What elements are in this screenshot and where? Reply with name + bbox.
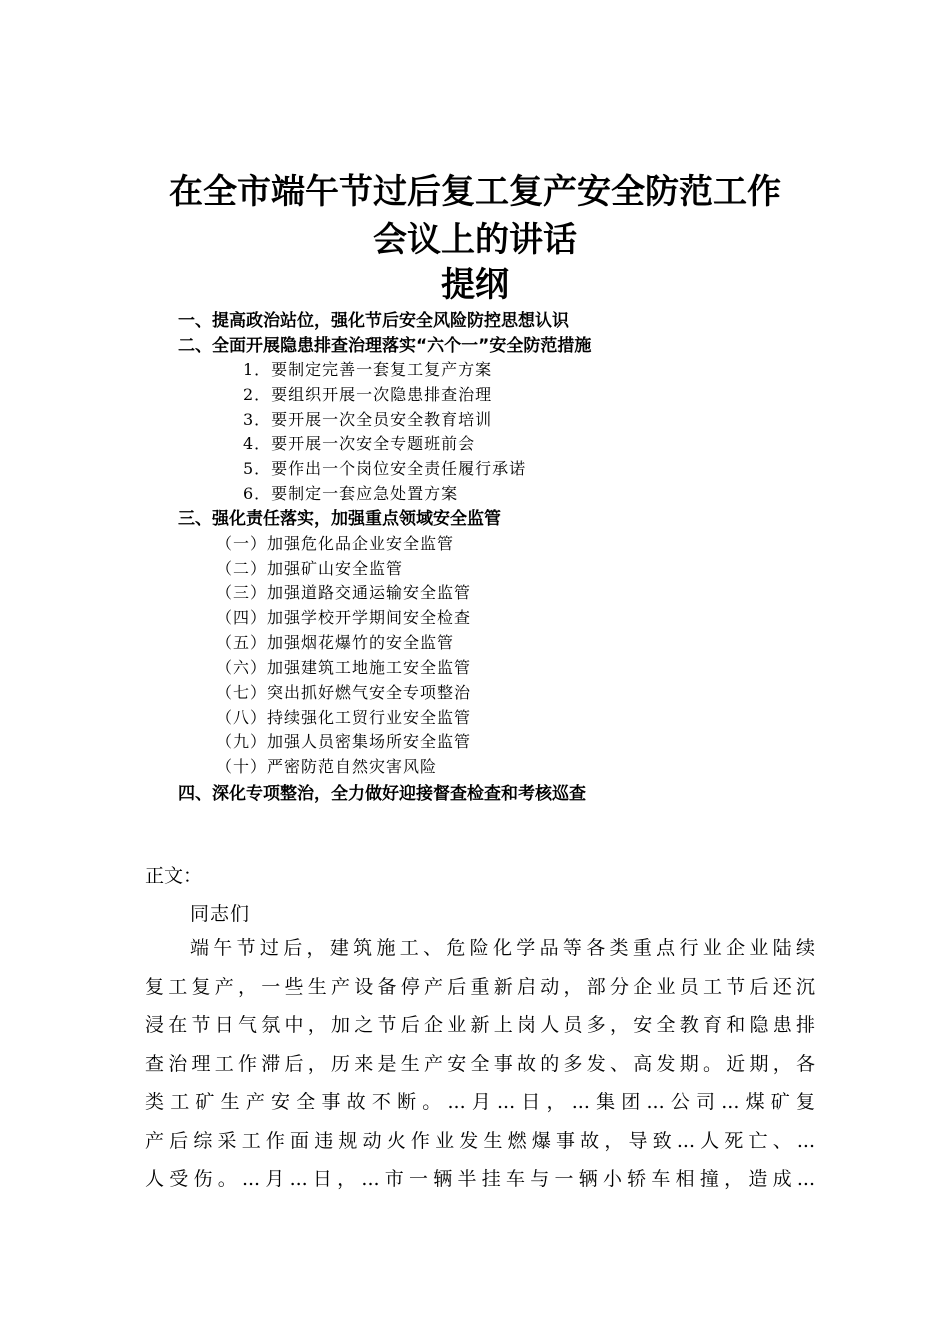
title-line-1: 在全市端午节过后复工复产安全防范工作 bbox=[169, 172, 781, 212]
outline-item: （八）持续强化工贸行业安全监管 bbox=[216, 708, 472, 727]
outline-item: （七）突出抓好燃气安全专项整治 bbox=[216, 683, 472, 702]
outline-item: 6．要制定一套应急处置方案 bbox=[243, 484, 459, 503]
outline-item: （二）加强矿山安全监管 bbox=[216, 559, 404, 578]
paragraph-line: 人受伤。...月...日，...市一辆半挂车与一辆小轿车相撞，造成... bbox=[145, 1168, 815, 1190]
outline-item: （四）加强学校开学期间安全检查 bbox=[216, 608, 472, 627]
salutation: 同志们 bbox=[190, 903, 251, 925]
paragraph-line: 类工矿生产安全事故不断。...月...日，...集团...公司...煤矿复 bbox=[145, 1091, 815, 1113]
paragraph-line: 产后综采工作面违规动火作业发生燃爆事故，导致...人死亡、... bbox=[145, 1130, 815, 1152]
outline-item: （六）加强建筑工地施工安全监管 bbox=[216, 658, 472, 677]
outline-item: （十）严密防范自然灾害风险 bbox=[216, 757, 438, 776]
outline-section-3: 三、强化责任落实，加强重点领域安全监管 bbox=[178, 509, 501, 529]
title-line-2: 会议上的讲话 bbox=[373, 220, 577, 260]
outline-section-2: 二、全面开展隐患排查治理落实“六个一”安全防范措施 bbox=[178, 336, 592, 356]
outline-item: 1．要制定完善一套复工复产方案 bbox=[243, 360, 493, 379]
outline-item: （九）加强人员密集场所安全监管 bbox=[216, 732, 472, 751]
outline-section-4: 四、深化专项整治，全力做好迎接督查检查和考核巡查 bbox=[178, 784, 586, 804]
paragraph-line: 浸在节日气氛中，加之节后企业新上岗人员多，安全教育和隐患排 bbox=[145, 1014, 815, 1036]
outline-item: （一）加强危化品企业安全监管 bbox=[216, 534, 455, 553]
paragraph-line: 端午节过后，建筑施工、危险化学品等各类重点行业企业陆续 bbox=[190, 937, 815, 959]
outline-item: （三）加强道路交通运输安全监管 bbox=[216, 583, 472, 602]
outline-item: 5．要作出一个岗位安全责任履行承诺 bbox=[243, 459, 527, 478]
body-label: 正文： bbox=[145, 865, 203, 887]
outline-section-1: 一、提高政治站位，强化节后安全风险防控思想认识 bbox=[178, 311, 569, 331]
outline-item: 2．要组织开展一次隐患排查治理 bbox=[243, 385, 493, 404]
outline-item: 3．要开展一次全员安全教育培训 bbox=[243, 410, 493, 429]
outline-heading: 提纲 bbox=[441, 265, 509, 305]
paragraph-line: 查治理工作滞后，历来是生产安全事故的多发、高发期。近期，各 bbox=[145, 1053, 815, 1075]
outline-item: （五）加强烟花爆竹的安全监管 bbox=[216, 633, 455, 652]
outline-item: 4．要开展一次安全专题班前会 bbox=[243, 434, 476, 453]
paragraph-line: 复工复产，一些生产设备停产后重新启动，部分企业员工节后还沉 bbox=[145, 976, 815, 998]
